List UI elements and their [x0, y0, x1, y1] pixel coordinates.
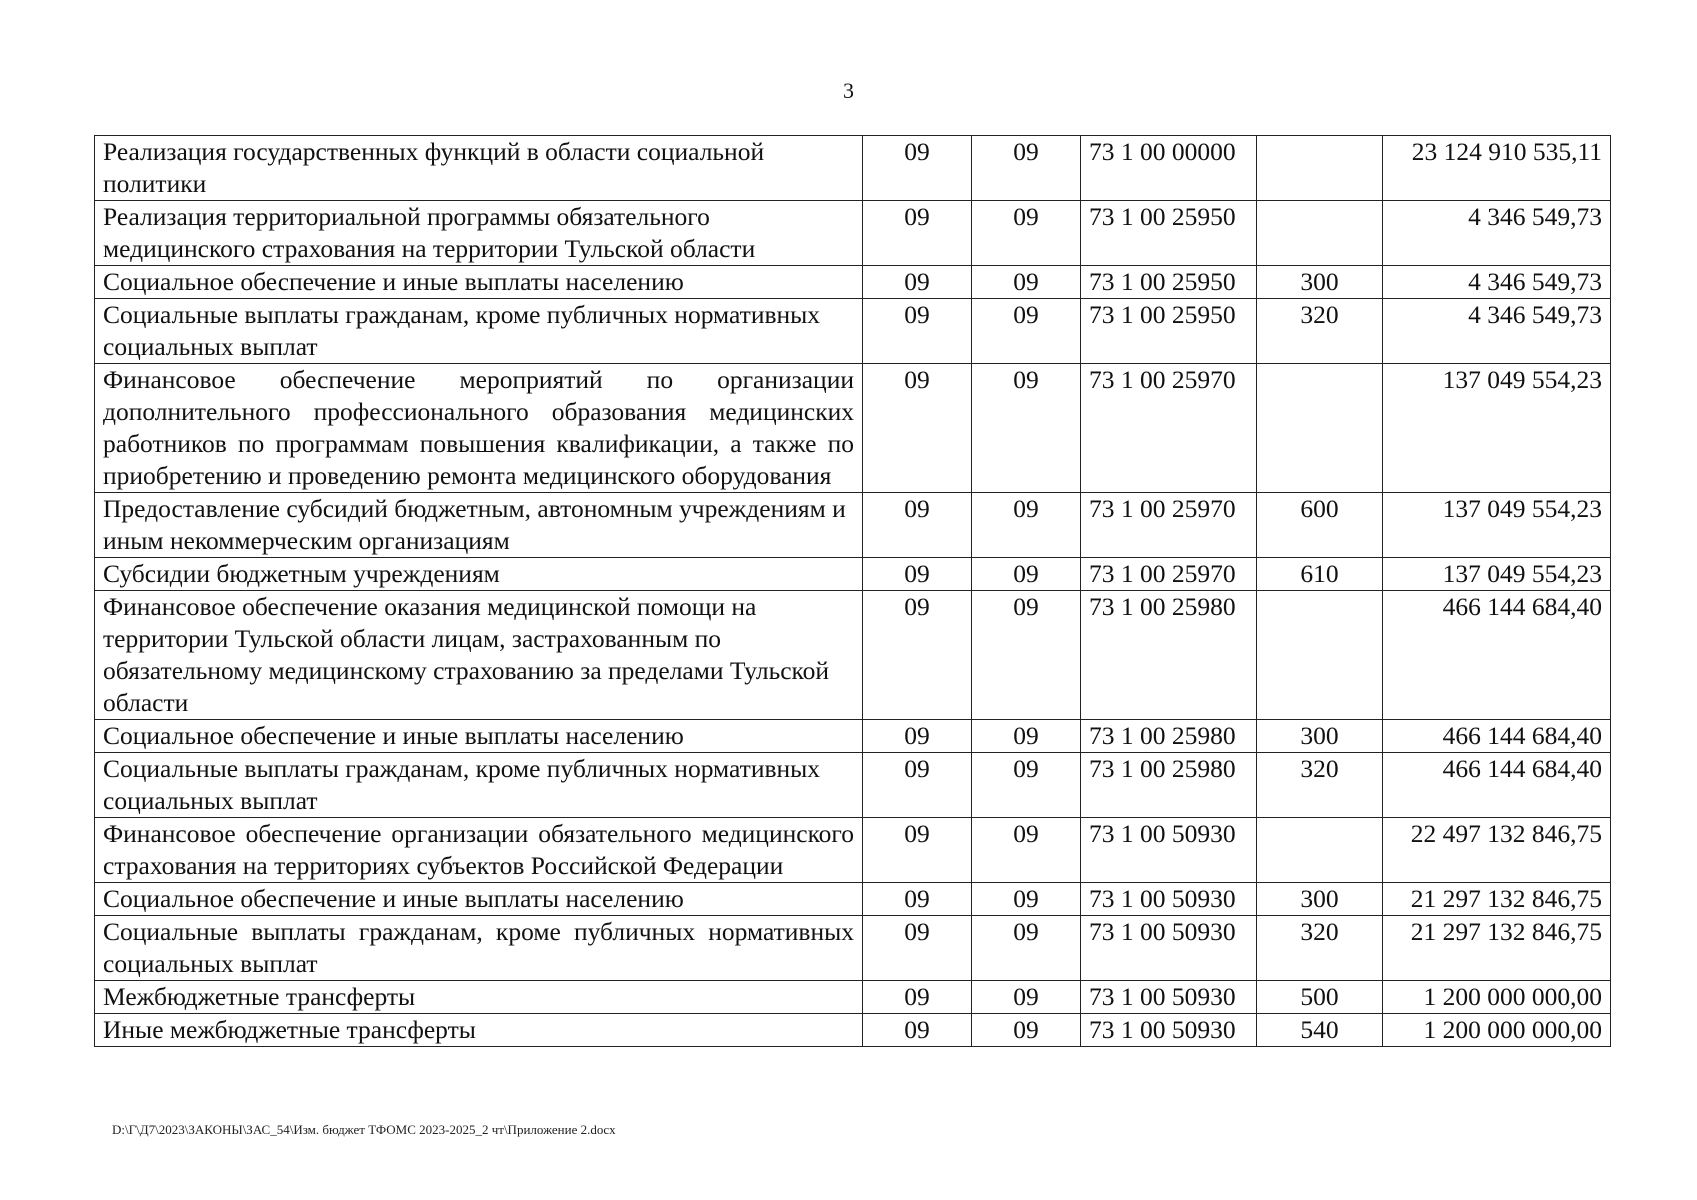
amount-cell: 466 144 684,40 [1383, 591, 1611, 720]
target-article-cell: 73 1 00 50930 [1081, 883, 1257, 916]
subsection-code-cell: 09 [972, 299, 1081, 364]
table-row [95, 493, 1611, 558]
target-article-cell: 73 1 00 25950 [1081, 299, 1257, 364]
section-code-cell: 09 [863, 299, 972, 364]
row-name-cell: Социальное обеспечение и иные выплаты населению [95, 720, 863, 753]
subsection-code-cell: 09 [972, 916, 1081, 981]
section-code-cell: 09 [863, 558, 972, 591]
table-row [95, 753, 1611, 818]
amount-cell: 137 049 554,23 [1383, 364, 1611, 493]
document-file-path: D:\Г\Д7\2023\ЗАКОНЫ\ЗАС_54\Изм. бюджет ТФОМС 2023-2025_2 чт\Приложение 2.docx [112, 1122, 616, 1137]
expense-type-cell: 320 [1257, 753, 1383, 818]
amount-cell: 137 049 554,23 [1383, 558, 1611, 591]
expense-type-cell: 300 [1257, 720, 1383, 753]
section-code-cell: 09 [863, 591, 972, 720]
expense-type-cell [1257, 201, 1383, 266]
amount-cell: 137 049 554,23 [1383, 493, 1611, 558]
target-article-cell: 73 1 00 25980 [1081, 591, 1257, 720]
amount-cell: 4 346 549,73 [1383, 201, 1611, 266]
row-name-cell: Социальные выплаты гражданам, кроме публичных нормативных социальных выплат [95, 299, 863, 364]
target-article-cell: 73 1 00 25970 [1081, 364, 1257, 493]
expense-type-cell [1257, 818, 1383, 883]
target-article-cell: 73 1 00 50930 [1081, 981, 1257, 1014]
expense-type-cell [1257, 364, 1383, 493]
subsection-code-cell: 09 [972, 981, 1081, 1014]
amount-cell: 1 200 000 000,00 [1383, 981, 1611, 1014]
row-name-cell: Социальное обеспечение и иные выплаты населению [95, 266, 863, 299]
row-name-cell: Финансовое обеспечение мероприятий по организации дополнительного профессионального образования медицинских работников по программам повышения квалификации, а также по приобретению и проведению ремонта медицинского оборудования [95, 364, 863, 493]
table-row [95, 981, 1611, 1014]
row-name-cell: Социальные выплаты гражданам, кроме публичных нормативных социальных выплат [95, 916, 863, 981]
target-article-cell: 73 1 00 25950 [1081, 266, 1257, 299]
row-name-cell: Иные межбюджетные трансферты [95, 1014, 863, 1047]
section-code-cell: 09 [863, 753, 972, 818]
section-code-cell: 09 [863, 883, 972, 916]
row-name-cell: Предоставление субсидий бюджетным, автономным учреждениям и иным некоммерческим организациям [95, 493, 863, 558]
target-article-cell: 73 1 00 25970 [1081, 558, 1257, 591]
subsection-code-cell: 09 [972, 591, 1081, 720]
target-article-cell: 73 1 00 50930 [1081, 818, 1257, 883]
amount-cell: 22 497 132 846,75 [1383, 818, 1611, 883]
section-code-cell: 09 [863, 818, 972, 883]
expense-type-cell: 320 [1257, 916, 1383, 981]
section-code-cell: 09 [863, 136, 972, 201]
row-name-cell: Реализация территориальной программы обязательного медицинского страхования на территории Тульской области [95, 201, 863, 266]
section-code-cell: 09 [863, 201, 972, 266]
subsection-code-cell: 09 [972, 136, 1081, 201]
table-row [95, 266, 1611, 299]
expense-type-cell: 540 [1257, 1014, 1383, 1047]
amount-cell: 466 144 684,40 [1383, 720, 1611, 753]
subsection-code-cell: 09 [972, 558, 1081, 591]
subsection-code-cell: 09 [972, 883, 1081, 916]
amount-cell: 21 297 132 846,75 [1383, 916, 1611, 981]
subsection-code-cell: 09 [972, 720, 1081, 753]
section-code-cell: 09 [863, 1014, 972, 1047]
expense-type-cell: 500 [1257, 981, 1383, 1014]
subsection-code-cell: 09 [972, 364, 1081, 493]
expense-type-cell: 300 [1257, 266, 1383, 299]
section-code-cell: 09 [863, 981, 972, 1014]
table-row [95, 201, 1611, 266]
section-code-cell: 09 [863, 720, 972, 753]
subsection-code-cell: 09 [972, 266, 1081, 299]
section-code-cell: 09 [863, 493, 972, 558]
target-article-cell: 73 1 00 25980 [1081, 720, 1257, 753]
target-article-cell: 73 1 00 25980 [1081, 753, 1257, 818]
row-name-cell: Социальные выплаты гражданам, кроме публичных нормативных социальных выплат [95, 753, 863, 818]
page-number: 3 [843, 78, 854, 103]
table-row [95, 720, 1611, 753]
subsection-code-cell: 09 [972, 818, 1081, 883]
row-name-cell: Субсидии бюджетным учреждениям [95, 558, 863, 591]
target-article-cell: 73 1 00 50930 [1081, 1014, 1257, 1047]
expense-type-cell: 320 [1257, 299, 1383, 364]
budget-table-body [95, 136, 1611, 1047]
row-name-cell: Социальное обеспечение и иные выплаты населению [95, 883, 863, 916]
table-row [95, 364, 1611, 493]
table-row [95, 1014, 1611, 1047]
table-row [95, 136, 1611, 201]
expense-type-cell: 300 [1257, 883, 1383, 916]
amount-cell: 21 297 132 846,75 [1383, 883, 1611, 916]
amount-cell: 1 200 000 000,00 [1383, 1014, 1611, 1047]
expense-type-cell [1257, 591, 1383, 720]
section-code-cell: 09 [863, 916, 972, 981]
section-code-cell: 09 [863, 364, 972, 493]
expense-type-cell: 600 [1257, 493, 1383, 558]
table-row [95, 818, 1611, 883]
target-article-cell: 73 1 00 25950 [1081, 201, 1257, 266]
amount-cell: 466 144 684,40 [1383, 753, 1611, 818]
target-article-cell: 73 1 00 25970 [1081, 493, 1257, 558]
amount-cell: 23 124 910 535,11 [1383, 136, 1611, 201]
budget-table [94, 135, 1611, 1047]
row-name-cell: Финансовое обеспечение оказания медицинской помощи на территории Тульской области лицам, застрахованным по обязательному медицинскому страхованию за пределами Тульской области [95, 591, 863, 720]
subsection-code-cell: 09 [972, 1014, 1081, 1047]
section-code-cell: 09 [863, 266, 972, 299]
amount-cell: 4 346 549,73 [1383, 266, 1611, 299]
target-article-cell: 73 1 00 50930 [1081, 916, 1257, 981]
row-name-cell: Межбюджетные трансферты [95, 981, 863, 1014]
expense-type-cell: 610 [1257, 558, 1383, 591]
row-name-cell: Реализация государственных функций в области социальной политики [95, 136, 863, 201]
table-row [95, 299, 1611, 364]
subsection-code-cell: 09 [972, 753, 1081, 818]
table-row [95, 558, 1611, 591]
target-article-cell: 73 1 00 00000 [1081, 136, 1257, 201]
amount-cell: 4 346 549,73 [1383, 299, 1611, 364]
subsection-code-cell: 09 [972, 201, 1081, 266]
expense-type-cell [1257, 136, 1383, 201]
table-row [95, 591, 1611, 720]
table-row [95, 916, 1611, 981]
table-row [95, 883, 1611, 916]
subsection-code-cell: 09 [972, 493, 1081, 558]
row-name-cell: Финансовое обеспечение организации обязательного медицинского страхования на территориях субъектов Российской Федерации [95, 818, 863, 883]
